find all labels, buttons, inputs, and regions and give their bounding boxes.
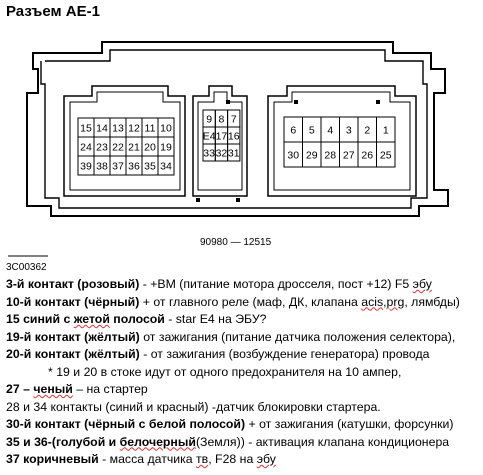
pin-label: 30 <box>287 149 300 162</box>
note-bold: 27 – <box>6 382 34 396</box>
pin-label: 23 <box>96 141 108 154</box>
pin-label: 4 <box>327 124 334 137</box>
pin-label: 35 <box>144 160 156 173</box>
note-rest: – на стартер <box>72 382 148 396</box>
note-line <box>6 416 481 434</box>
note-rest: * 19 и 20 в стоке идут от одного предохранителя на 10 ампер, <box>48 364 402 379</box>
note-bold: 15 синий с <box>6 312 74 326</box>
pin-label: 29 <box>305 149 318 162</box>
pin-label: 2 <box>364 124 371 137</box>
note-line <box>6 364 481 382</box>
pin-label: 6 <box>290 124 297 137</box>
pin-label: 21 <box>128 141 140 154</box>
note-line <box>6 399 481 417</box>
note-bold-und: ченый <box>33 382 73 396</box>
part-number: 90980 — 12515 <box>200 237 272 248</box>
pin-label: 28 <box>324 149 337 162</box>
pin-label: 36 <box>128 160 140 173</box>
note-line <box>6 294 481 312</box>
note-und: тв <box>196 452 209 466</box>
pin-label: 24 <box>80 141 92 154</box>
note-rest: + от зажигания (катушки, форсунки) <box>245 417 454 431</box>
note-line <box>6 311 481 329</box>
pin-label: 16 <box>227 130 240 143</box>
pin-label: 1 <box>382 124 389 137</box>
note-rest: - от зажигания (возбуждение генератора) провода <box>139 347 430 361</box>
pin-label: 39 <box>80 160 92 173</box>
pin-label: 34 <box>160 160 172 173</box>
note-bold-und: белочерный <box>119 434 196 449</box>
note-bold: 20-й контакт (жёлтый) <box>6 347 140 361</box>
pin-label: 13 <box>112 122 124 135</box>
note-rest: - масса датчика <box>98 452 197 466</box>
note-bold: 37 коричневый <box>6 452 99 466</box>
note-after-und: (Земля) <box>195 434 241 449</box>
note-line <box>6 381 481 399</box>
pin-label: 27 <box>342 149 355 162</box>
figure-code: 3C00362 <box>6 262 47 273</box>
pin-label: 11 <box>144 122 156 135</box>
pin-label: 9 <box>206 113 213 126</box>
note-line <box>6 329 481 347</box>
pin-label: 37 <box>112 160 124 173</box>
pin-label: 12 <box>128 122 140 135</box>
pin-label: 32 <box>215 147 228 160</box>
right-pin-block <box>284 117 395 167</box>
pin-label: 17 <box>215 130 228 143</box>
note-bold: 35 и 36-(голубой и <box>6 434 120 449</box>
pin-label: 20 <box>144 141 156 154</box>
pin-label: 31 <box>227 147 240 160</box>
note-line <box>6 276 481 294</box>
note-bold: 30-й контакт (чёрный с белой полосой) <box>6 417 246 431</box>
pin-label: 33 <box>203 147 215 160</box>
note-bold-und: жетой <box>73 312 110 326</box>
pin-label: 19 <box>160 141 172 154</box>
note-und2: эбу <box>256 452 276 466</box>
pin-label: E4 <box>202 130 216 143</box>
note-line <box>6 434 481 452</box>
pin-label: 3 <box>345 124 352 137</box>
pin-label: 7 <box>230 113 237 126</box>
note-rest: от зажигания (питание датчика положения селектора), <box>139 329 456 344</box>
pin-label: 26 <box>361 149 374 162</box>
note-rest: ) - активация клапана кондиционера <box>240 434 450 449</box>
note-und: acis,prg <box>361 294 405 309</box>
note-bold: 3-й контакт (розовый) <box>6 277 140 291</box>
note-after: , лямбды) <box>404 294 460 309</box>
pin-label: 14 <box>96 122 108 135</box>
pin-label: 15 <box>80 122 92 135</box>
pin-label: 22 <box>112 141 124 154</box>
pin-label: 5 <box>308 124 315 137</box>
pin-label: 38 <box>96 160 108 173</box>
note-rest: - star E4 на ЭБУ? <box>164 312 267 326</box>
middle-pin-block <box>203 110 240 161</box>
note-rest: 28 и 34 контакты (синий и красный) -датчик блокировки стартера. <box>6 399 381 414</box>
pinout-notes <box>6 276 481 469</box>
note-rest: - +ВМ (питание мотора дросселя, пост +12) F5 <box>139 277 413 291</box>
pin-label: 8 <box>218 113 225 126</box>
note-bold2: полосой <box>109 312 165 326</box>
pin-label: 10 <box>160 122 172 135</box>
page-title: Разъем АЕ-1 <box>6 3 100 20</box>
note-und: эбу <box>412 277 432 291</box>
note-bold: 10-й контакт (чёрный) <box>6 294 140 309</box>
pin-label: 25 <box>379 149 392 162</box>
left-pin-block <box>78 118 174 175</box>
note-line <box>6 451 481 469</box>
note-after: , F28 на <box>208 452 257 466</box>
note-line <box>6 346 481 364</box>
note-bold: 19-й контакт (жёлтый) <box>6 329 140 344</box>
note-rest: + от главного реле (маф, ДК, клапана <box>139 294 362 309</box>
